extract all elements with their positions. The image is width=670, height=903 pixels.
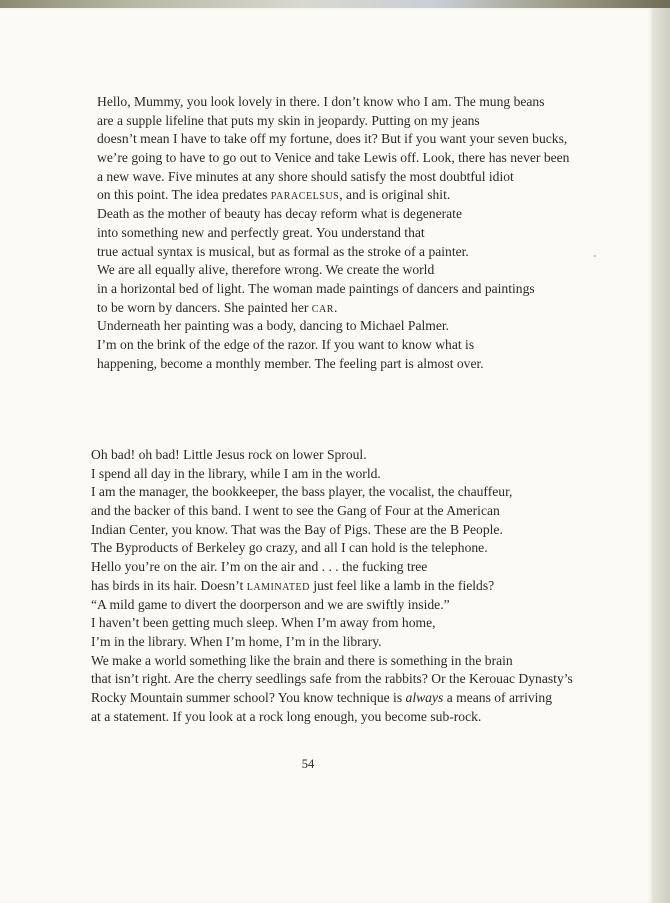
poem-line [91,577,573,596]
poem-line: into something new and perfectly great. You understand that [97,224,425,240]
poem-line [97,186,569,205]
poem-line: I haven’t been getting much sleep. When I’m away from home, [91,615,436,631]
poem-line: I spend all day in the library, while I am in the world. [91,465,381,481]
poem-line: The Byproducts of Berkeley go crazy, and all I can hold is the telephone. [91,540,488,556]
small-caps-word: paracelsus [270,187,340,203]
poem-line: at a statement. If you look at a rock long enough, you become sub-rock. [91,708,482,724]
line-text: . [334,299,338,315]
poem-stanza-2 [91,446,573,726]
page-gutter-edge [652,8,670,903]
line-text: just feel like a lamb in the fields? [309,577,495,593]
poem-line: I am the manager, the bookkeeper, the bass player, the vocalist, the chauffeur, [91,484,513,500]
line-text: a means of arriving [443,689,553,705]
poem-line: doesn’t mean I have to take off my fortune, does it? But if you want your seven bucks, [97,131,568,147]
poem-line: We are all equally alive, therefore wrong. We create the world [97,262,435,278]
poem-line: Indian Center, you know. That was the Bay of Pigs. These are the B People. [91,521,503,537]
line-text: , and is original shit. [339,187,451,203]
line-text: on this point. The idea predates [97,187,271,203]
poem-line: we’re going to have to go out to Venice and take Lewis off. Look, there has never been [97,150,570,166]
poem-line: happening, become a monthly member. The feeling part is almost over. [97,355,484,371]
poem-line: that isn’t right. Are the cherry seedlings safe from the rabbits? Or the Kerouac Dynasty’s [91,671,573,687]
poem-line: Underneath her painting was a body, dancing to Michael Palmer. [97,318,450,334]
page-number: 54 [301,757,315,771]
poem-line: “A mild game to divert the doorperson and we are swiftly inside.” [91,596,450,612]
poem-line: are a supple lifeline that puts my skin in jeopardy. Putting on my jeans [97,112,480,128]
poem-line: Death as the mother of beauty has decay reform what is degenerate [97,206,462,222]
italic-word: always [405,689,444,705]
line-text: Rocky Mountain summer school? You know technique is [91,689,406,705]
small-caps-word: laminated [246,577,310,593]
poem-line: true actual syntax is musical, but as formal as the stroke of a painter. [97,243,469,259]
poem-line: I’m in the library. When I’m home, I’m in the library. [91,633,382,649]
poem-line: a new wave. Five minutes at any shore should satisfy the most doubtful idiot [97,168,514,184]
poem-line: We make a world something like the brain and there is something in the brain [91,652,513,668]
poem-line [91,689,573,708]
small-caps-word: car [311,299,334,315]
poem-line: I’m on the brink of the edge of the razor. If you want to know what is [97,336,475,352]
poem-line: in a horizontal bed of light. The woman made paintings of dancers and paintings [97,280,535,296]
poem-line: Oh bad! oh bad! Little Jesus rock on lower Sproul. [91,447,367,462]
poem-line: Hello you’re on the air. I’m on the air and . . . the fucking tree [91,559,428,575]
paper-speck [594,255,596,257]
poem-stanza-1 [97,93,569,373]
poem-line: Hello, Mummy, you look lovely in there. I don’t know who I am. The mung beans [97,94,545,109]
poem-line: and the backer of this band. I went to see the Gang of Four at the American [91,503,500,519]
line-text: to be worn by dancers. She painted her [97,299,312,315]
line-text: has birds in its hair. Doesn’t [91,577,247,593]
poem-line [97,299,569,318]
